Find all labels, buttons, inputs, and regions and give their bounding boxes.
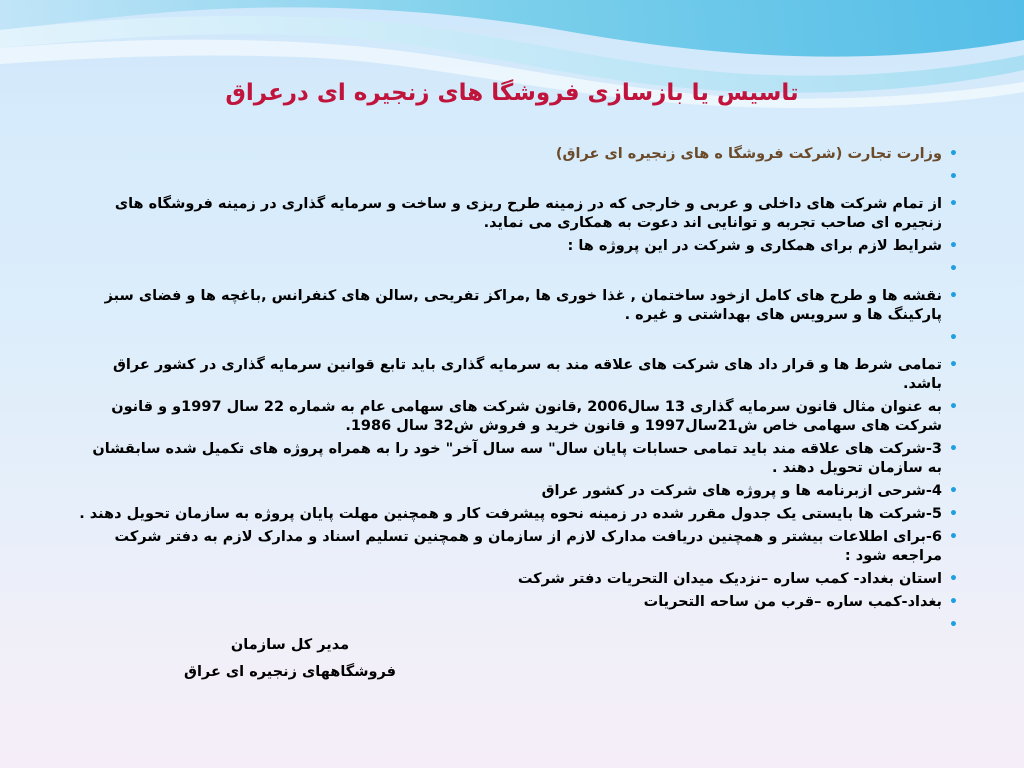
list-item-text: 6-برای اطلاعات بیشتر و همچنین دریافت مدارک لازم از سازمان و همچنین تسلیم اسناد و مدارک لازم به دفتر شرکت مراجعه شود :	[114, 529, 942, 564]
list-item	[77, 287, 958, 325]
bullet-dot-icon: •	[949, 330, 958, 346]
bullet-dot-icon: •	[949, 238, 958, 254]
bullet-dot-icon: •	[949, 441, 958, 457]
bullet-dot-icon: •	[949, 288, 958, 304]
list-item	[77, 440, 958, 478]
bullet-dot-icon: •	[949, 483, 958, 499]
bullet-dot-icon: •	[949, 617, 958, 633]
list-item	[77, 482, 958, 501]
bullet-dot-icon: •	[949, 529, 958, 545]
bullet-dot-icon: •	[949, 357, 958, 373]
bullet-list	[77, 145, 958, 639]
list-item	[77, 505, 958, 524]
list-item	[77, 145, 958, 164]
bullet-dot-icon: •	[949, 594, 958, 610]
list-item-text: تمامی شرط ها و قرار داد های شرکت های علاقه مند به سرمایه گذاری باید تابع قوانین سرمایه گذاری در کشور عراق باشد.	[112, 357, 942, 392]
list-item	[77, 593, 958, 612]
signature-organization: فروشگاههای زنجیره ای عراق	[183, 664, 397, 680]
list-item	[77, 356, 958, 394]
bullet-dot-icon: •	[949, 506, 958, 522]
list-item-text: استان بغداد- کمب ساره –نزدیک میدان التحریات دفتر شرکت	[517, 571, 942, 587]
list-item	[77, 237, 958, 256]
bullet-dot-icon: •	[949, 196, 958, 212]
list-item-text: به عنوان مثال قانون سرمایه گذاری 13 سال2006 ,قانون شرکت های سهامی عام به شماره 22 سال 1997و و قانون شرکت های سهامی خاص ش21سال1997 و قانون خرید و فروش ش32 سال 1986.	[111, 399, 942, 434]
list-item	[77, 195, 958, 233]
signature-block	[180, 632, 400, 686]
list-item-text: 3-شرکت های علاقه مند باید تمامی حسابات پایان سال" سه سال آخر" خود را به همراه پروژه های تکمیل شده سابقشان به سازمان تحویل دهند .	[92, 441, 942, 476]
list-item	[77, 168, 958, 187]
list-item-text: 4-شرحی ازبرنامه ها و پروژه های شرکت در کشور عراق	[541, 483, 942, 499]
list-item-text: شرایط لازم برای همکاری و شرکت در این پروژه ها :	[567, 238, 942, 254]
list-item	[77, 570, 958, 589]
list-item-text: وزارت تجارت (شرکت فروشگا ه های زنجیره ای عراق)	[555, 146, 942, 162]
list-item	[77, 398, 958, 436]
bullet-dot-icon: •	[949, 261, 958, 277]
list-item-text: بغداد-کمب ساره –قرب من ساحه التحریات	[643, 594, 942, 610]
bullet-dot-icon: •	[949, 169, 958, 185]
list-item	[77, 528, 958, 566]
list-item-text: 5-شرکت ها بایستی یک جدول مقرر شده در زمینه نحوه پیشرفت کار و همچنین مهلت پایان پروژه به سازمان تحویل دهند .	[79, 506, 942, 522]
list-item-text: از تمام شرکت های داخلی و عربی و خارجی که در زمینه طرح ریزی و ساخت و سرمایه گذاری در زمینه فروشگاه های زنجیره ای صاحب تجربه و توانایی اند دعوت به همکاری می نماید.	[114, 196, 942, 231]
slide-title: تاسیس یا بازسازی فروشگا های زنجیره ای درعراق	[225, 80, 799, 106]
bullet-dot-icon: •	[949, 146, 958, 162]
bullet-dot-icon: •	[949, 571, 958, 587]
bullet-dot-icon: •	[949, 399, 958, 415]
list-item-text: نقشه ها و طرح های کامل ازخود ساختمان , غذا خوری ها ,مراکز تفریحی ,سالن های کنفرانس ,باغچه ها و فضای سبز پارکینگ ها و سرویس های بهداشتی و غیره .	[104, 288, 942, 323]
list-item	[77, 329, 958, 348]
signature-title: مدیر کل سازمان	[230, 637, 350, 653]
list-item	[77, 260, 958, 279]
